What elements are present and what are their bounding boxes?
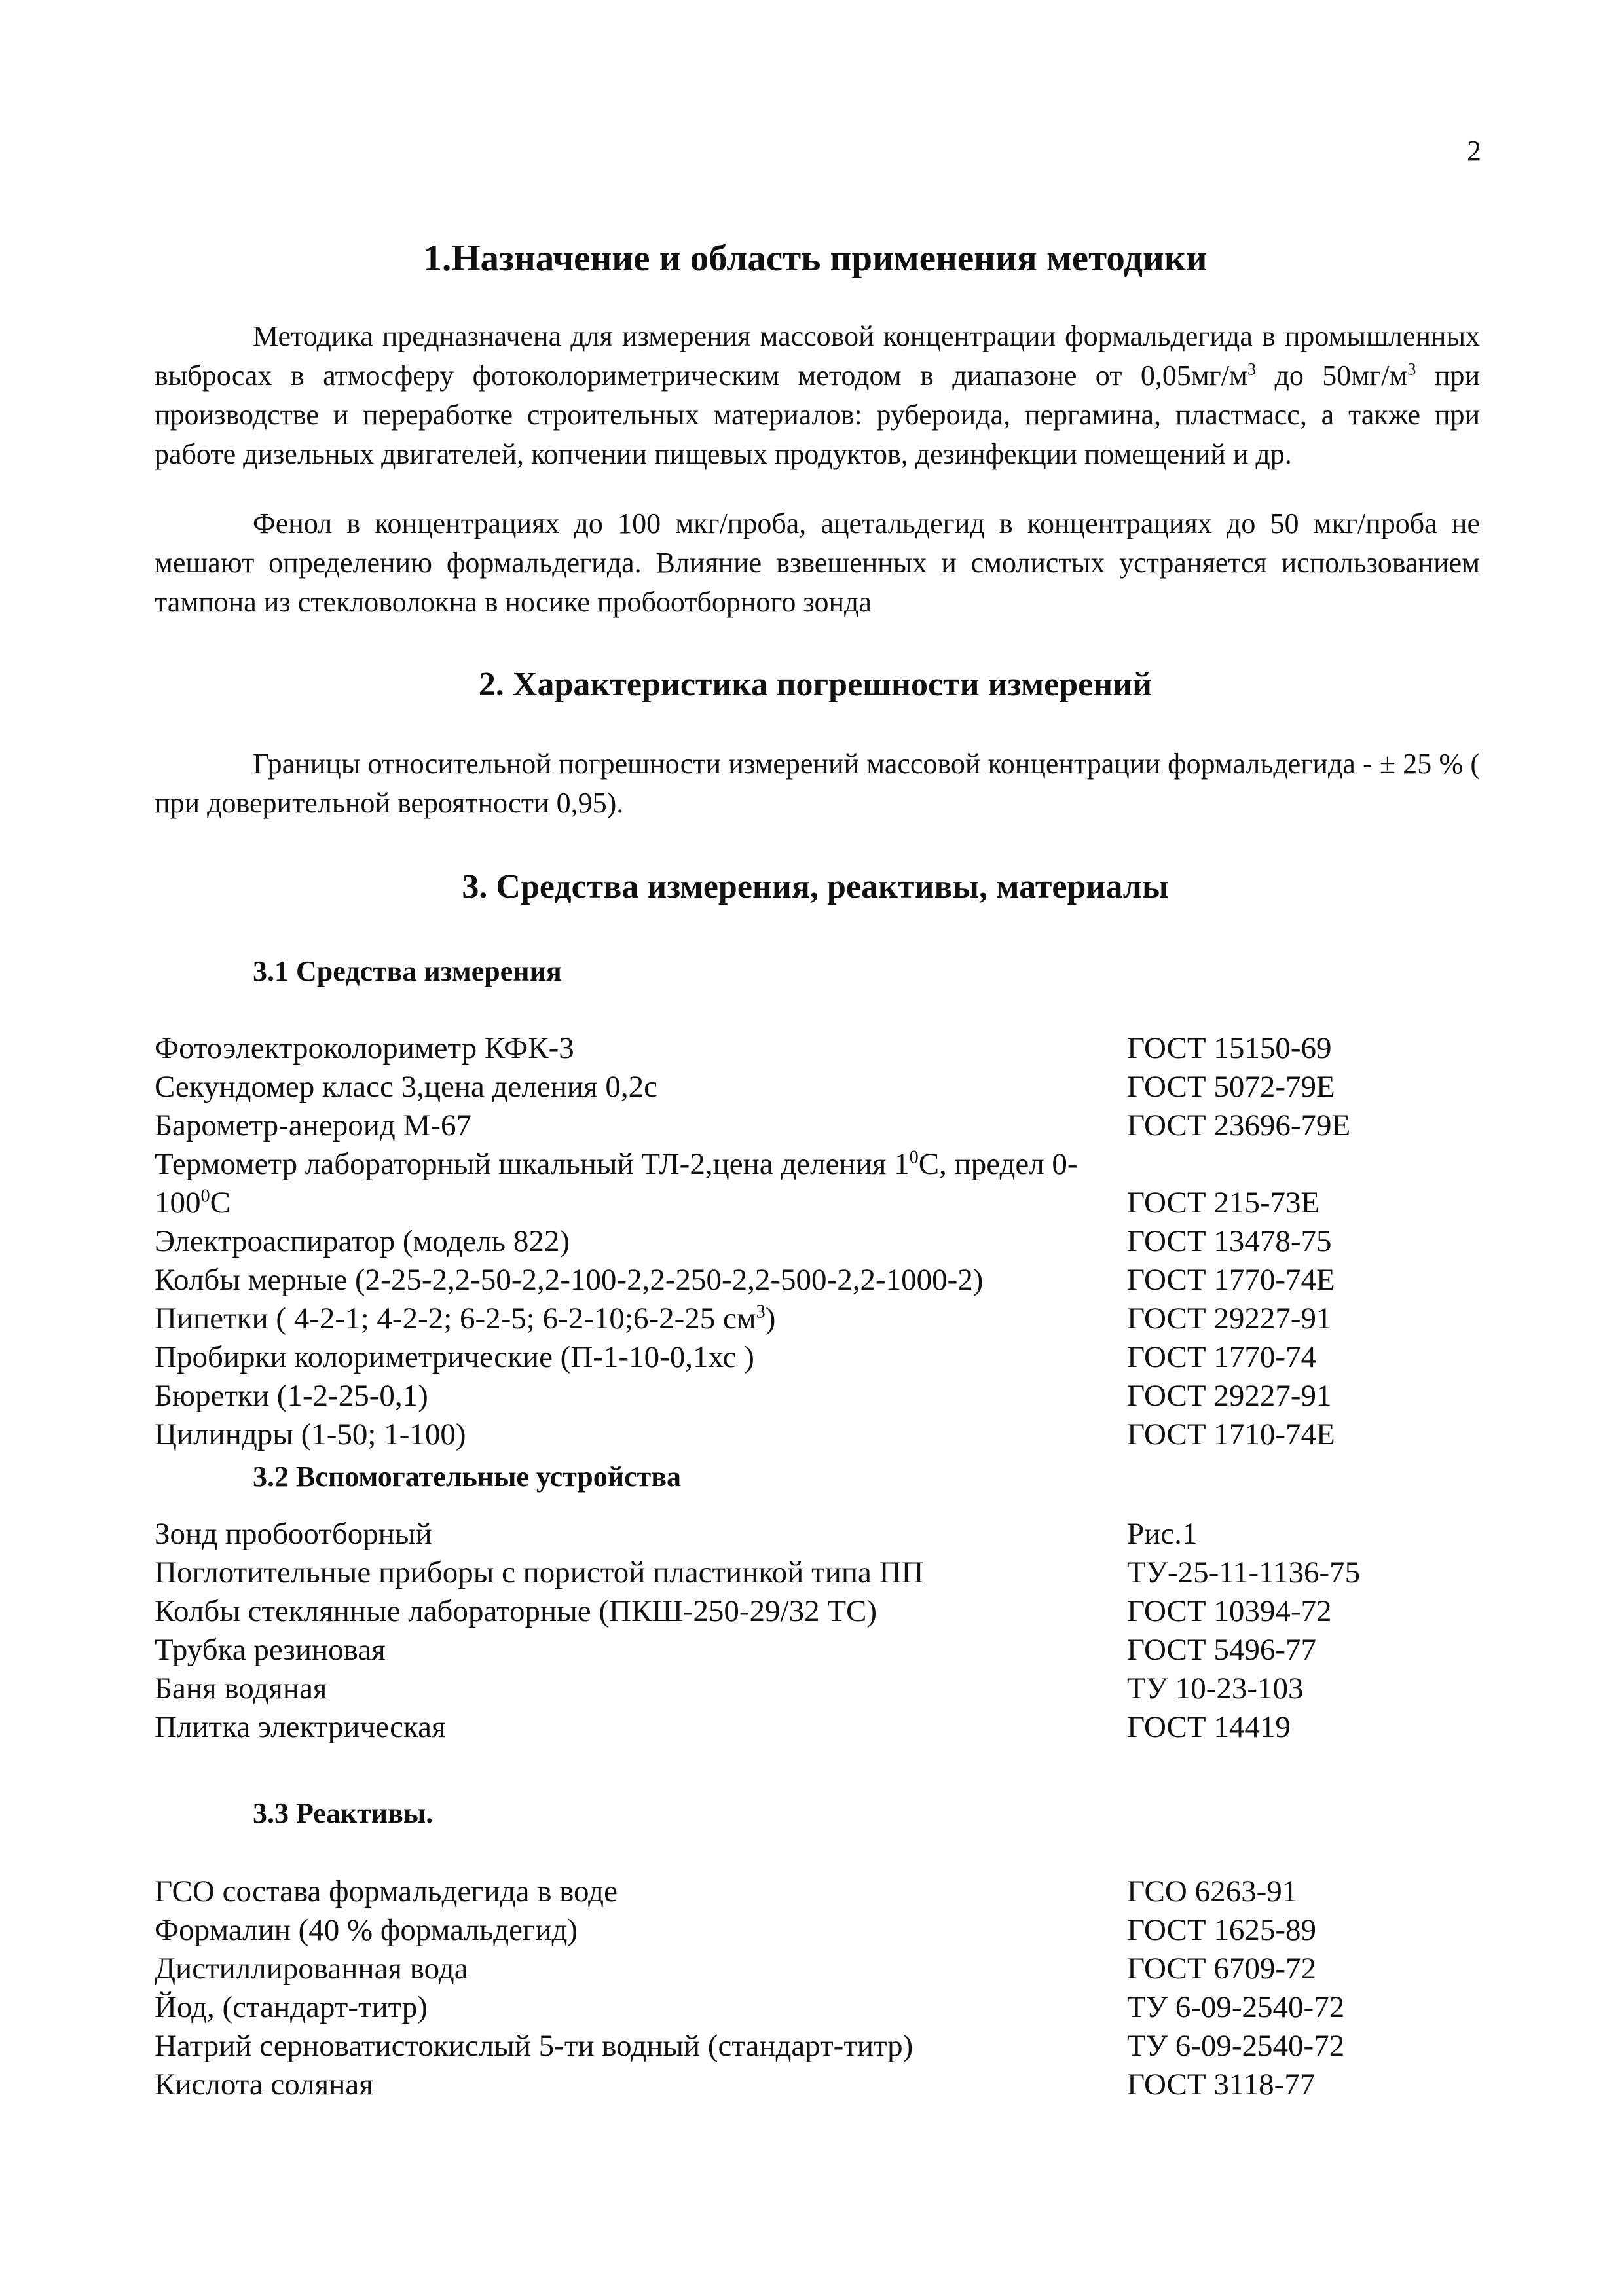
item-standard: ТУ 6-09-2540-72	[1127, 2029, 1345, 2063]
list-item	[155, 2066, 1484, 2104]
list-item	[155, 1338, 1484, 1377]
list-item	[155, 1988, 1484, 2027]
item-name: Баня водяная	[155, 1671, 327, 1705]
section-3-title: 3. Средства измерения, реактивы, материалы	[462, 868, 1169, 905]
section-1-title: 1.Назначение и область применения методики	[423, 238, 1208, 279]
item-name: Цилиндры (1-50; 1-100)	[155, 1417, 466, 1451]
item-standard: ТУ-25-11-1136-75	[1127, 1556, 1361, 1590]
item-standard: ГОСТ 13478-75	[1127, 1224, 1332, 1258]
item-name: Термометр лабораторный шкальный ТЛ-2,цена деления $1^0С$, предел $0-100^0С$	[155, 1147, 1078, 1220]
item-name: Электроаспиратор (модель 822)	[155, 1224, 570, 1258]
item-name: Кислота соляная	[155, 2068, 373, 2102]
list-item	[155, 1515, 1484, 1554]
item-standard: ГОСТ 1625-89	[1127, 1913, 1316, 1947]
item-standard: ГОСТ 215-73Е	[1127, 1186, 1320, 1220]
list-item	[155, 1872, 1484, 1911]
item-standard: ТУ 10-23-103	[1127, 1671, 1304, 1705]
item-name: Натрий серноватистокислый 5-ти водный (стандарт-титр)	[155, 2029, 913, 2063]
item-name: ГСО состава формальдегида в воде	[155, 1874, 618, 1908]
item-standard: ГОСТ 5496-77	[1127, 1633, 1316, 1667]
item-name: Пипетки ( 4-2-1; 4-2-2; 6-2-5; 6-2-10;6-2-25 $см^3$)	[155, 1302, 776, 1336]
item-standard: ГОСТ 10394-72	[1127, 1594, 1332, 1628]
list-item	[155, 1911, 1484, 1950]
item-name: Зонд пробоотборный	[155, 1517, 432, 1551]
list-item	[155, 1300, 1484, 1338]
item-standard: ГОСТ 23696-79Е	[1127, 1108, 1351, 1142]
list-item	[155, 1222, 1484, 1261]
item-standard: ГОСТ 5072-79Е	[1127, 1070, 1335, 1104]
item-standard: Рис.1	[1127, 1517, 1198, 1551]
list-item	[155, 1377, 1484, 1415]
item-name: Колбы стеклянные лабораторные (ПКШ-250-29/32 ТС)	[155, 1594, 877, 1628]
subsection-3-1-title: 3.1 Средства измерения	[253, 955, 562, 987]
item-name: Колбы мерные (2-25-2,2-50-2,2-100-2,2-250-2,2-500-2,2-1000-2)	[155, 1263, 984, 1297]
item-standard: ГОСТ 14419	[1127, 1710, 1291, 1744]
page-number: 2	[1467, 135, 1481, 167]
section-1-paragraph-2: Фенол в концентрациях до 100 мкг/проба, ацетальдегид в концентрациях до 50 мкг/проба не мешают определению формальдегида. Влияние взвешенных и смолистых устраняется использованием тампона из стекловолокна в носике пробоотборного зонда	[155, 507, 1480, 618]
list-item	[155, 1631, 1484, 1669]
subsection-3-3-title: 3.3 Реактивы.	[253, 1797, 434, 1829]
item-name: Трубка резиновая	[155, 1633, 386, 1667]
item-standard: ГОСТ 6709-72	[1127, 1952, 1316, 1986]
item-name: Секундомер класс 3,цена деления 0,2с	[155, 1070, 657, 1104]
list-item	[155, 1261, 1484, 1300]
subsection-3-2-title: 3.2 Вспомогательные устройства	[253, 1461, 682, 1493]
item-standard: ГОСТ 29227-91	[1127, 1302, 1332, 1336]
item-standard: ТУ 6-09-2540-72	[1127, 1990, 1345, 2024]
list-item	[155, 1068, 1484, 1106]
section-2-paragraph-1: Границы относительной погрешности измерений массовой концентрации формальдегида - ± 25 % ( при доверительной вероятности 0,95).	[155, 748, 1480, 819]
item-standard: ГОСТ 3118-77	[1127, 2068, 1316, 2102]
item-standard: ГОСТ 1770-74	[1127, 1340, 1316, 1374]
item-standard: ГОСТ 15150-69	[1127, 1031, 1332, 1065]
item-name: Барометр-анероид М-67	[155, 1108, 471, 1142]
list-item	[155, 1708, 1484, 1747]
item-name: Дистиллированная вода	[155, 1952, 468, 1986]
item-name: Пробирки колориметрические (П-1-10-0,1хс )	[155, 1340, 754, 1374]
item-standard: ГОСТ 1770-74Е	[1127, 1263, 1335, 1297]
list-item	[155, 1554, 1484, 1592]
auxiliary-devices-list	[155, 1515, 1484, 1747]
item-name: Йод, (стандарт-титр)	[155, 1990, 428, 2024]
measurement-instruments-list	[155, 1029, 1484, 1454]
item-standard: ГСО 6263-91	[1127, 1874, 1298, 1908]
item-standard: ГОСТ 29227-91	[1127, 1379, 1332, 1413]
list-item	[155, 1669, 1484, 1708]
item-name: Бюретки (1-2-25-0,1)	[155, 1379, 428, 1413]
list-item	[155, 1592, 1484, 1631]
item-name: Фотоэлектроколориметр КФК-3	[155, 1031, 574, 1065]
reagents-list	[155, 1872, 1484, 2104]
item-name: Поглотительные приборы с пористой пластинкой типа ПП	[155, 1556, 924, 1590]
list-item	[155, 2027, 1484, 2066]
list-item	[155, 1950, 1484, 1988]
item-name: Плитка электрическая	[155, 1710, 446, 1744]
section-2-title: 2. Характеристика погрешности измерений	[478, 666, 1153, 703]
list-item	[155, 1029, 1484, 1068]
item-name: Формалин (40 % формальдегид)	[155, 1913, 578, 1947]
list-item	[155, 1415, 1484, 1454]
item-standard: ГОСТ 1710-74Е	[1127, 1417, 1335, 1451]
section-1-paragraph-1: Методика предназначена для измерения массовой концентрации формальдегида в промышленных выбросах в атмосферу фотоколориметрическим методом в диапазоне от $0,05мг/м^3$ до $50мг/м^3$ при производстве и переработке строительных материалов: рубероида, пергамина, пластмасс, а также при работе дизельных двигателей, копчении пищевых продуктов, дезинфекции помещений и др.	[155, 320, 1480, 470]
list-item	[155, 1145, 1484, 1222]
list-item	[155, 1106, 1484, 1145]
